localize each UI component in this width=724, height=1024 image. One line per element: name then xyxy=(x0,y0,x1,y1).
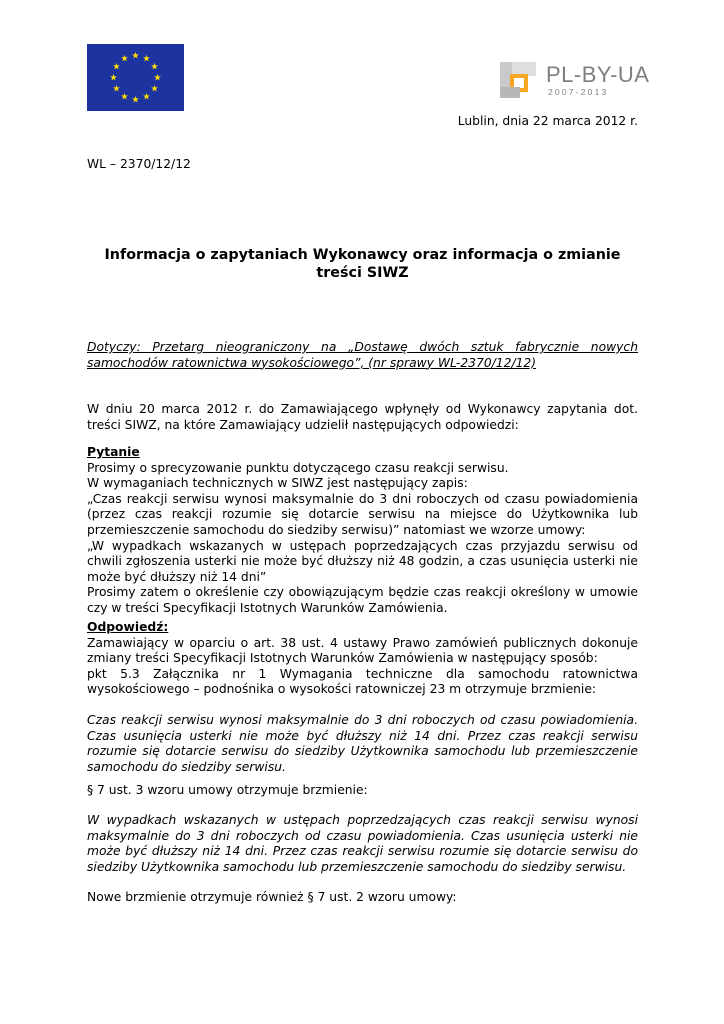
eu-star-icon xyxy=(151,63,158,70)
subject-line: Dotyczy: Przetarg nieograniczony na „Dostawę dwóch sztuk fabrycznie nowych samochodów ratownictwa wysokościowego”, (nr sprawy WL-2370/12/12) xyxy=(87,340,638,370)
question-quote-2: „W wypadkach wskazanych w ustępach poprzedzających czas przyjazdu serwisu od chwili zgłoszenia usterki nie może być dłuższy niż 48 godzin, a czas usunięcia usterki nie może być dłuższy niż 14 dni” xyxy=(87,538,638,584)
paragraph-7-3: § 7 ust. 3 wzoru umowy otrzymuje brzmienie: xyxy=(87,783,368,797)
eu-flag-logo xyxy=(87,44,184,111)
pl-by-ua-logo xyxy=(498,60,650,100)
answer-text-2: pkt 5.3 Załącznika nr 1 Wymagania techniczne dla samochodu ratownictwa wysokościowego – podnośnika o wysokości ratowniczej 23 m otrzymuje brzmienie: xyxy=(87,666,638,697)
question-heading: Pytanie xyxy=(87,445,140,459)
eu-star-icon xyxy=(132,96,139,103)
eu-star-icon xyxy=(121,93,128,100)
answer-section xyxy=(87,620,638,698)
logo-years: 2007-2013 xyxy=(548,87,609,97)
logo-text: PL-BY-UA xyxy=(546,62,650,87)
eu-star-icon xyxy=(110,74,117,81)
eu-star-icon xyxy=(121,55,128,62)
intro-paragraph: W dniu 20 marca 2012 r. do Zamawiającego wpłynęły od Wykonawcy zapytania dot. treści SIWZ, na które Zamawiający udzielił następujących odpowiedzi: xyxy=(87,402,638,432)
eu-star-icon xyxy=(151,85,158,92)
question-section xyxy=(87,445,638,617)
logo-mark-icon xyxy=(498,60,538,100)
question-text-2: W wymaganiach technicznych w SIWZ jest następujący zapis: xyxy=(87,476,468,491)
eu-star-icon xyxy=(132,52,139,59)
eu-star-icon xyxy=(113,85,120,92)
eu-star-icon xyxy=(113,63,120,70)
question-quote-1: „Czas reakcji serwisu wynosi maksymalnie do 3 dni roboczych od czasu powiadomienia (przez czas reakcji rozumie się dotarcie serwisu na miejsce do Użytkownika lub przemieszczenie samochodu do siedziby serwisu)” natomiast we wzorze umowy: xyxy=(87,491,638,537)
paragraph-7-2: Nowe brzmienie otrzymuje również § 7 ust. 2 wzoru umowy: xyxy=(87,890,457,904)
eu-star-icon xyxy=(154,74,161,81)
eu-star-icon xyxy=(143,93,150,100)
question-closing: Prosimy zatem o określenie czy obowiązującym będzie czas reakcji określony w umowie czy w treści Specyfikacji Istotnych Warunków Zamówienia. xyxy=(87,585,638,615)
answer-italic-1: Czas reakcji serwisu wynosi maksymalnie do 3 dni roboczych od czasu powiadomienia. Czas usunięcia usterki nie może być dłuższy niż 14 dni. Przez czas reakcji serwisu rozumie się dotarcie serwisu do siedziby Użytkownika samochodu lub przemieszczenie samochodu do siedziby serwisu. xyxy=(87,713,638,774)
date-line: Lublin, dnia 22 marca 2012 r. xyxy=(457,114,638,128)
question-text-1: Prosimy o sprecyzowanie punktu dotyczącego czasu reakcji serwisu. xyxy=(87,460,509,475)
answer-heading: Odpowiedź: xyxy=(87,620,169,634)
eu-stars-icon xyxy=(87,44,184,111)
answer-italic-2: W wypadkach wskazanych w ustępach poprzedzających czas reakcji serwisu wynosi maksymalnie do 3 dni roboczych od czasu powiadomienia. Czas usunięcia usterki nie może być dłuższy niż 14 dni. Przez czas reakcji serwisu rozumie się dotarcie serwisu do siedziby Użytkownika samochodu lub przemieszczenie samochodu do siedziby serwisu. xyxy=(87,813,638,874)
answer-text-1: Zamawiający w oparciu o art. 38 ust. 4 ustawy Prawo zamówień publicznych dokonuje zmiany treści Specyfikacji Istotnych Warunków Zamówienia w następujący sposób: xyxy=(87,635,638,666)
eu-star-icon xyxy=(143,55,150,62)
case-number: WL – 2370/12/12 xyxy=(87,157,191,171)
document-title: Informacja o zapytaniach Wykonawcy oraz informacja o zmianie treści SIWZ xyxy=(104,247,621,281)
